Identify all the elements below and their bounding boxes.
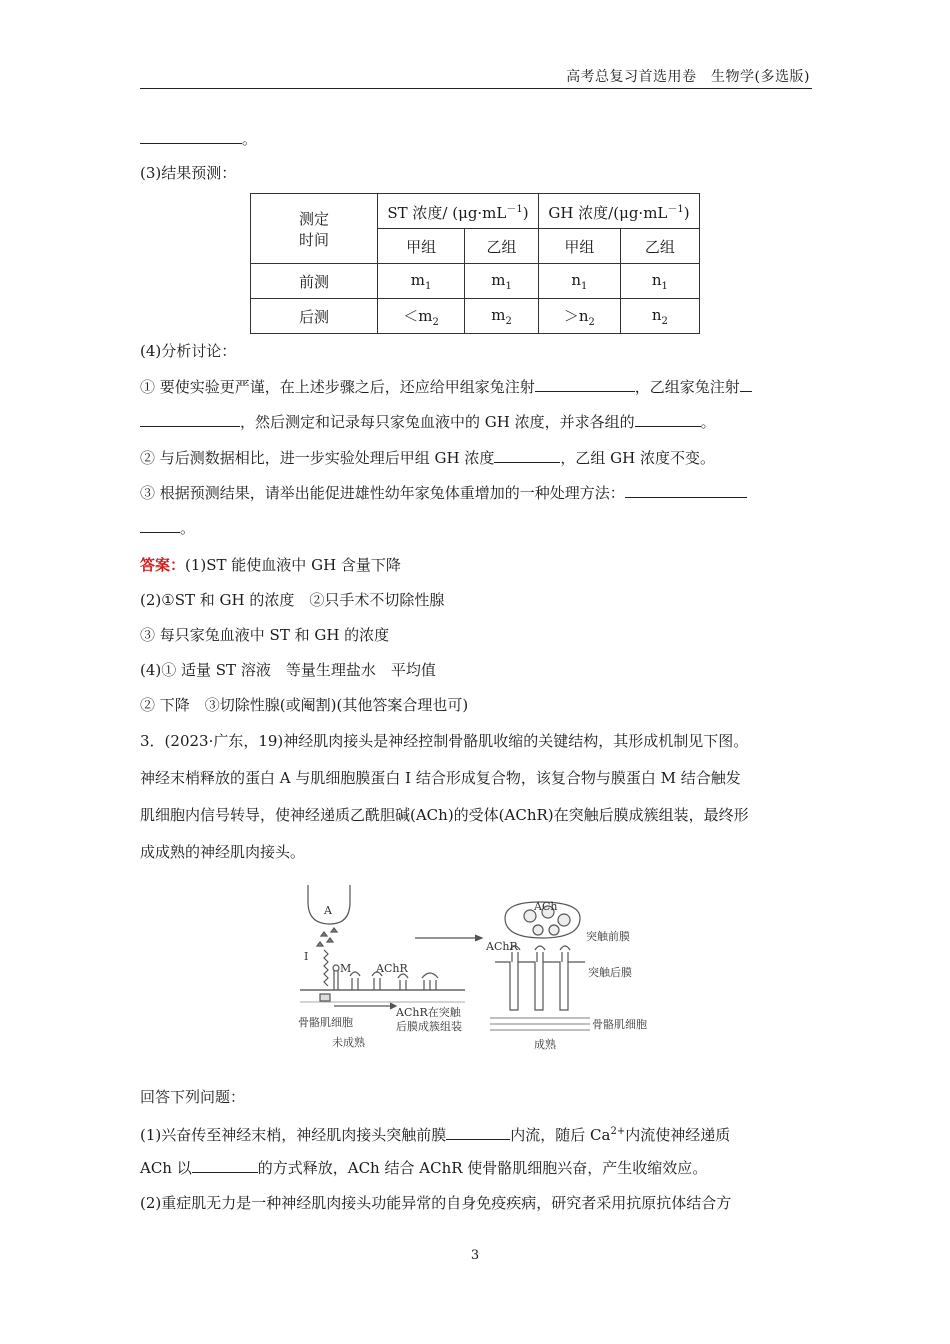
answer-blank (140, 517, 180, 533)
analysis-item-3: ③ 根据预测结果，请举出能促进雄性幼年家兔体重增加的一种处理方法： (140, 482, 747, 503)
answer-blank (192, 1157, 258, 1173)
label-assembly-1: AChR在突触 (396, 1006, 461, 1019)
blank-line-1: 。 (140, 128, 257, 149)
answer-1: 答案：(1)ST 能使血液中 GH 含量下降 (140, 556, 401, 574)
table-row-post: 后测 (251, 299, 378, 334)
achr-receptor-mature (510, 946, 570, 962)
header-title: 高考总复习首选用卷 生物学(多选版) (566, 69, 810, 85)
answer-blank (635, 411, 701, 427)
question-1: (1)兴奋传至神经末梢，神经肌肉接头突触前膜 内流，随后 $Ca^{2+}$内流使神经递质 (140, 1126, 731, 1144)
answer-4: (4)① 适量 ST 溶液 等量生理盐水 平均值 (140, 661, 436, 679)
table-cell: $m_2$ (465, 299, 539, 334)
neuromuscular-junction-figure (290, 880, 670, 1060)
answer-blank (446, 1124, 510, 1140)
answer-blank (625, 482, 747, 498)
analysis-heading: (4)分析讨论： (140, 342, 237, 360)
question-3-line-2: 神经末梢释放的蛋白 A 与肌细胞膜蛋白 I 结合形成复合物，该复合物与膜蛋白 M 结合触发 (140, 769, 741, 787)
table-cell: $<m_2$ (378, 299, 465, 334)
label-muscle-cell-mature: 骨骼肌细胞 (592, 1018, 647, 1031)
table-header-yi-gh: 乙组 (620, 229, 699, 264)
analysis-item-3-cont: 。 (140, 517, 195, 538)
postsynaptic-folds (495, 962, 585, 1010)
table-cell: $n_1$ (538, 264, 620, 299)
analysis-item-1: ① 要使实验更严谨，在上述步骤之后，还应给甲组家兔注射 ，乙组家兔注射 (140, 376, 752, 397)
table-header-st: ST 浓度/ $(\mu g\cdot mL^{-1})$ (378, 194, 539, 229)
table-header-yi-st: 乙组 (465, 229, 539, 264)
answer-2: (2)①ST 和 GH 的浓度 ②只手术不切除性腺 (140, 591, 445, 609)
table-cell: $>n_2$ (538, 299, 620, 334)
table-header-jia-gh: 甲组 (538, 229, 620, 264)
answer-blank (740, 376, 752, 392)
table-header-time: 测定 时间 (251, 194, 378, 264)
table-cell: $n_2$ (620, 299, 699, 334)
label-immature: 未成熟 (332, 1036, 365, 1049)
page-number: 3 (470, 1248, 480, 1263)
table-cell: $n_1$ (620, 264, 699, 299)
label-muscle-cell: 骨骼肌细胞 (298, 1016, 353, 1029)
answer-blank (140, 128, 242, 144)
label-achr: AChR (376, 962, 408, 975)
table-cell: $m_1$ (465, 264, 539, 299)
table-cell: $m_1$ (378, 264, 465, 299)
answer-3: ③ 每只家兔血液中 ST 和 GH 的浓度 (140, 626, 390, 644)
result-prediction-heading: (3)结果预测： (140, 164, 237, 182)
table-row-pre: 前测 (251, 264, 378, 299)
label-i: Ⅰ (304, 950, 309, 963)
page-header (140, 62, 812, 89)
label-postsynaptic: 突触后膜 (588, 966, 632, 979)
table-header-jia-st: 甲组 (378, 229, 465, 264)
table-header-gh: GH 浓度$/(\mu g\cdot mL^{-1})$ (538, 194, 699, 229)
label-achr-mature: AChR (486, 940, 518, 953)
question-2: (2)重症肌无力是一种神经肌肉接头功能异常的自身免疫疾病，研究者采用抗原抗体结合方 (140, 1194, 732, 1212)
question-1-cont: ACh 以 的方式释放，ACh 结合 AChR 使骨骼肌细胞兴奋，产生收缩效应。 (140, 1159, 708, 1177)
question-3-line-3: 肌细胞内信号转导，使神经递质乙酰胆碱(ACh)的受体(AChR)在突触后膜成簇组装，最终形 (140, 806, 749, 824)
label-a: A (324, 904, 332, 917)
analysis-item-2: ② 与后测数据相比，进一步实验处理后甲组 GH 浓度 ，乙组 GH 浓度不变。 (140, 449, 715, 467)
label-ach: ACh (534, 900, 558, 913)
result-table (250, 193, 700, 334)
answer-5: ② 下降 ③切除性腺(或阉割)(其他答案合理也可) (140, 696, 469, 714)
answer-blank (140, 411, 240, 427)
answer-blank (494, 447, 560, 463)
answer-blank (535, 376, 635, 392)
answer-label: 答案： (140, 556, 186, 574)
questions-intro: 回答下列问题： (140, 1088, 246, 1106)
label-mature: 成熟 (534, 1038, 556, 1051)
analysis-item-1-cont: ，然后测定和记录每只家兔血液中的 GH 浓度，并求各组的 。 (140, 411, 716, 432)
question-3-line-1: 3．(2023·广东，19)神经肌肉接头是神经控制骨骼肌收缩的关键结构，其形成机制见下图。 (140, 732, 749, 750)
protein-i (324, 950, 328, 986)
question-3-line-4: 成成熟的神经肌肉接头。 (140, 843, 306, 861)
label-presynaptic: 突触前膜 (586, 930, 630, 943)
label-m: M (340, 962, 352, 975)
label-assembly-2: 后膜成簇组装 (396, 1020, 462, 1033)
